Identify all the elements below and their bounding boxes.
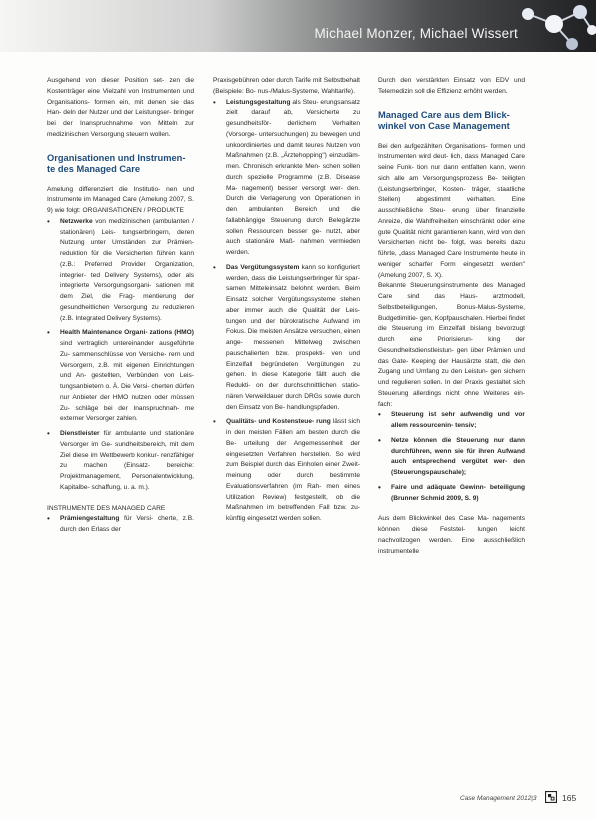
list-item: • Health Maintenance Organi- zations (HMO) sind vertraglich untereinander ausgeführte Zu- sammenschlüsse von Versiche- rern und Versorgern, z.B. mit eigenen Einrichtungen und An- gestellten, Verbünden von Leis- tungsanbietern o. Ä. Die Versi- cherten dürfen nur Anbieter der HMO nutzen oder müssen Zu- schläge bei der Inanspruchnah- me externer Versorger zahlen. bbox=[47, 328, 194, 425]
steering-instruments-paragraph: Bekannte Steuerungsinstrumente des Managed Care sind das Haus- arztmodell, Selbstbeteiligungen, Bonus-Malus-Systeme, Budgetlimitie- gen, Kopfpauschalen. Hierbei findet die Steuerung im Einzelfall bislang bevorzugt durch eine Priorisierun- king der Gesundheitsdienstleistun- gen über Prämien und das Gate- Keeping der Hausärzte statt, die den Zugang und Umfang zu den Leistun- gen sichern und regulieren sollen. In der Praxis gestaltet sich Steuerung allerdings nicht ohne Weiteres ein- fach: bbox=[378, 282, 525, 408]
page-header-authors: Michael Monzer, Michael Wissert bbox=[314, 26, 518, 41]
edv-paragraph: Durch den verstärkten Einsatz von EDV und Telemedizin soll die Effizienz erhöht werden. bbox=[378, 77, 525, 95]
list-item: • Das Vergütungssystem kann so konfiguriert werden, dass die Leistungserbringer für spar- samen Mitteleinsatz belohnt werden. Beim Einsatz solcher Vergütungssysteme stehen aber immer auch die Qualität der Leis- tungen und der bürokratische Aufwand im Fokus. Die meisten Ansätze versuchen, einen ange- messenen Mittelweg zwischen pauschalierten bzw. prospekti- ven und Einzelfall begründeten Vergütungen zu gehen. In diese Kategorie fällt auch die Redukti- on der durchschnittlichen statio- nären Verweildauer durch DRGs sowie durch den Einsatz von Be- handlungspfaden. bbox=[213, 263, 360, 414]
column-1 bbox=[47, 76, 194, 536]
column-2 bbox=[213, 76, 360, 525]
organisations-list bbox=[47, 217, 194, 494]
organisations-analysis-paragraph: Bei den aufgezählten Organisations- formen und Instrumenten wird deut- lich, dass Managed Care seine Funk- tion nur dann entfalten kann, wenn sich alle am Versorgungsprozess Be- teiligten (Leistungserbringer, Kosten- träger, staatliche Stellen) abgestimmt verhalten. Eine ausschließliche Steu- erung über finanzielle Anreize, die Wahlfreiheiten einschränkt oder eine gute Qualität nicht garantieren kann, wird von den Versicherten nicht be- folgt, was bereits dazu führte, „dass Managed Care Instrumente heute in weniger scharfer Form eingesetzt werden" (Amelung 2007, S. X). bbox=[378, 142, 525, 279]
journal-logo-icon bbox=[545, 791, 557, 803]
list-item: • Netze können die Steuerung nur dann durchführen, wenn sie für ihren Aufwand auch entsprechend vergütet wer- den (Steuerungspauschale); bbox=[378, 436, 525, 479]
list-item: • Leistungsgestaltung als Steu- erungsansatz zielt darauf ab, Versicherte zu gesundheitsför- derlichem Verhalten (Vorsorge- untersuchungen) zu bewegen und unkoordiniertes und damit teures Nutzen von Maßnahmen (z.B. „Ärztehopping") einzudäm- men. Chronisch erkrankte Men- schen sollen durch spezielle Programme (z.B. Disease Ma- nagement) besser versorgt wer- den. Durch die Verlagerung von Operationen in den ambulanten Bereich und die fallabhängige Steuerung durch Belegärzte sollen Ressourcen besser ge- nutzt, aber auch stationäre Maß- nahmen vermieden werden. bbox=[213, 98, 360, 259]
list-item: • Steuerung ist sehr aufwendig und vor allem ressourcenin- tensiv; bbox=[378, 410, 525, 432]
list-item: • Qualitäts- und Kostensteue- rung lässt sich in den meisten Fällen am besten durch die Be- urteilung der Angemessenheit der eingesetzten Verfahren herstellen. So wird zum Beispiel durch das Einholen einer Zweit- meinung oder durch bestimmte Evaluationsverfahren (im Rah- men eines Utilization Review) festgestellt, ob die Maßnahmen im betreffenden Fall bzw. zu- künftig eingesetzt werden sollen. bbox=[213, 417, 360, 525]
continuation-paragraph: Praxisgebühren oder durch Tarife mit Selbstbehalt (Beispiele: Bo- nus-/Malus-Systeme, Wahltarife). bbox=[213, 77, 360, 95]
column-3 bbox=[378, 76, 525, 557]
steering-issues-list bbox=[378, 410, 525, 504]
list-item: • Faire und adäquate Gewinn- beteiligung (Brunner Schmid 2009, S. 9) bbox=[378, 483, 525, 505]
instruments-list bbox=[47, 514, 194, 536]
list-item: • Netzwerke von medizinischen (ambulanten / stationären) Leis- tungserbringern, deren Nutzung unter Umständen zur Prämien- reduktion für die Versicherten führen kann (z.B.: Preferred Provider Organization, integrier- ted Delivery Systems), oder als integrierte Versorgungsorgani- sationen mit dem Ziel, die Frag- mentierung der gesundheitlichen Versorgung zu reduzieren (z.B. Integrated Delivery Systems). bbox=[47, 217, 194, 325]
page-number: 165 bbox=[562, 793, 577, 803]
journal-footer: Case Management 2012|3 bbox=[460, 795, 537, 802]
list-item: • Dienstleister für ambulante und stationäre Versorger im Ge- sundheitsbereich, mit dem Ziel diese im Wettbewerb konkur- renzfähiger zu machen (Einsatz- bereiche: Projektmanagement, Personalentwicklung, Kapitalbe- schaffung, u. a. m.). bbox=[47, 429, 194, 494]
amelung-paragraph: Amelung differenziert die Institutio- nen und Instrumente im Managed Care (Amelung 2007, S. 9) wie folgt: ORGANISATIONEN / PRODUKTE bbox=[47, 185, 194, 214]
instruments-subheading: INSTRUMENTE DES MANAGED CARE bbox=[47, 504, 166, 512]
section-heading-organisationen: Organisationen und Instrumen- te des Managed Care bbox=[47, 152, 186, 174]
instruments-list-continued bbox=[213, 98, 360, 525]
section-heading-case-management: Managed Care aus dem Blick- winkel von Case Management bbox=[378, 109, 510, 131]
closing-paragraph: Aus dem Blickwinkel des Case Ma- nagements können diese Feststel- lungen leicht nachvollzogen werden. Eine ausschließlich instrumentelle bbox=[378, 515, 525, 555]
intro-paragraph: Ausgehend von dieser Position set- zen die Kostenträger eine Vielzahl von Instrumenten und Organisations- formen ein, mit denen sie das Han- deln der Nutzer und der Leistungser- bringer bei der Inanspruchnahme von Mitteln zur medizinischen Versorgung steuern wollen. bbox=[47, 77, 194, 138]
list-item: • Prämiengestaltung für Versi- cherte, z.B. durch den Erlass der bbox=[47, 514, 194, 536]
